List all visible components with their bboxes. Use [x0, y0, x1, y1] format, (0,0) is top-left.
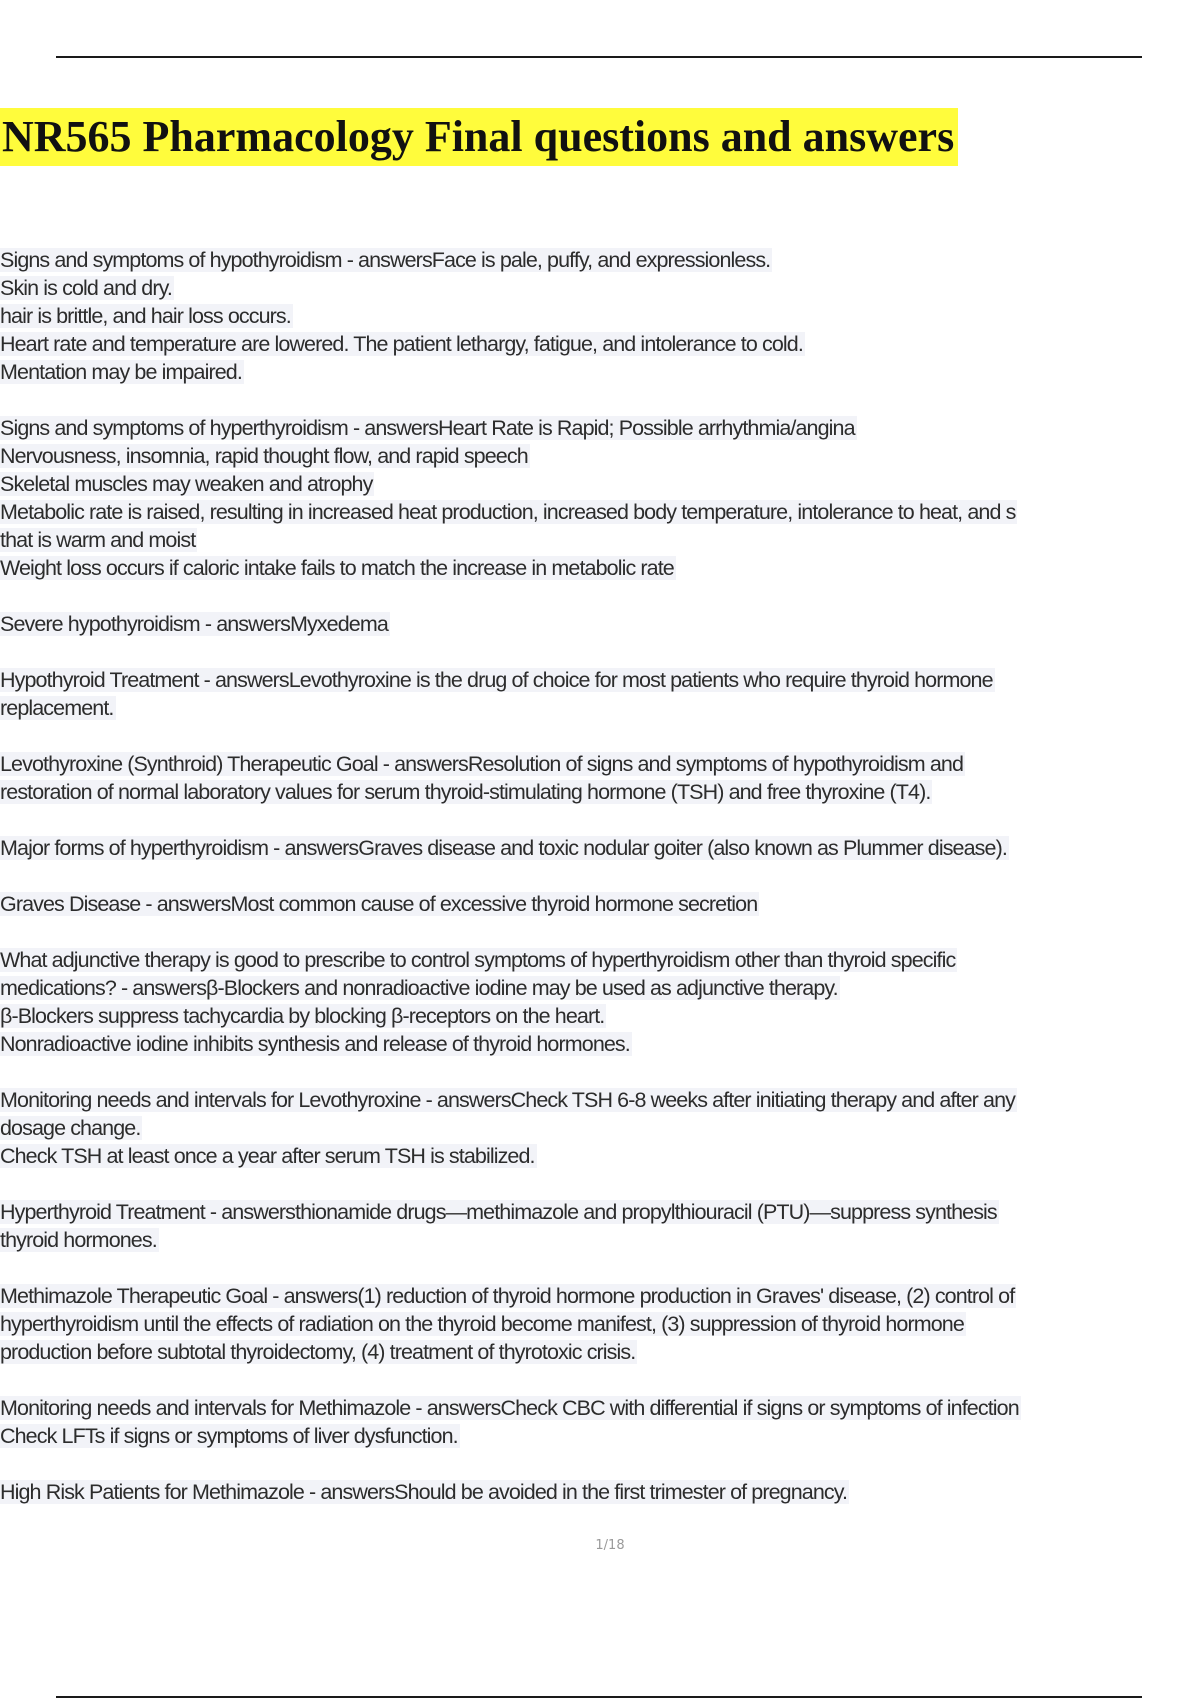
qa-line-text: Nonradioactive iodine inhibits synthesis and release of thyroid hormones. — [0, 1032, 630, 1056]
qa-entry — [0, 946, 1200, 1058]
page-number: 1/18 — [595, 1538, 625, 1553]
qa-line-text: Signs and symptoms of hypothyroidism - answersFace is pale, puffy, and expressionless. — [0, 248, 771, 272]
qa-line — [0, 834, 1200, 862]
qa-line-text: Check LFTs if signs or symptoms of liver dysfunction. — [0, 1424, 458, 1448]
qa-line-text: What adjunctive therapy is good to prescribe to control symptoms of hyperthyroidism other than thyroid specific — [0, 948, 956, 972]
qa-line-text: Metabolic rate is raised, resulting in increased heat production, increased body temperature, intolerance to heat, and s — [0, 500, 1016, 524]
qa-line-text: restoration of normal laboratory values for serum thyroid-stimulating hormone (TSH) and free thyroxine (T4). — [0, 780, 931, 804]
qa-line-text: hyperthyroidism until the effects of radiation on the thyroid become manifest, (3) suppression of thyroid hormone — [0, 1312, 964, 1336]
qa-entry — [0, 666, 1200, 722]
qa-line-text: Nervousness, insomnia, rapid thought flow, and rapid speech — [0, 444, 528, 468]
qa-line — [0, 1394, 1200, 1422]
qa-line-text: Weight loss occurs if caloric intake fails to match the increase in metabolic rate — [0, 556, 674, 580]
qa-line — [0, 498, 1200, 526]
top-rule — [56, 56, 1142, 58]
qa-line-text: Hypothyroid Treatment - answersLevothyroxine is the drug of choice for most patients who require thyroid hormone — [0, 668, 993, 692]
qa-entry — [0, 1478, 1200, 1506]
qa-line-text: Skeletal muscles may weaken and atrophy — [0, 472, 373, 496]
qa-line-text: Mentation may be impaired. — [0, 360, 242, 384]
qa-line-text: β-Blockers suppress tachycardia by blocking β-receptors on the heart. — [0, 1004, 605, 1028]
qa-line — [0, 330, 1200, 358]
qa-line — [0, 1282, 1200, 1310]
qa-line — [0, 1338, 1200, 1366]
qa-line — [0, 442, 1200, 470]
qa-line-text: Check TSH at least once a year after serum TSH is stabilized. — [0, 1144, 535, 1168]
page-title: NR565 Pharmacology Final questions and answers — [0, 108, 958, 166]
qa-line — [0, 1030, 1200, 1058]
qa-line — [0, 610, 1200, 638]
qa-line-text: Severe hypothyroidism - answersMyxedema — [0, 612, 388, 636]
qa-line — [0, 554, 1200, 582]
qa-line — [0, 750, 1200, 778]
qa-line-text: High Risk Patients for Methimazole - answersShould be avoided in the first trimester of pregnancy. — [0, 1480, 848, 1504]
qa-entry — [0, 246, 1200, 386]
qa-line — [0, 470, 1200, 498]
qa-line — [0, 890, 1200, 918]
qa-line — [0, 778, 1200, 806]
qa-line-text: medications? - answersβ-Blockers and nonradioactive iodine may be used as adjunctive therapy. — [0, 976, 838, 1000]
qa-entry — [0, 890, 1200, 918]
qa-line-text: Monitoring needs and intervals for Levothyroxine - answersCheck TSH 6-8 weeks after initiating therapy and after any — [0, 1088, 1015, 1112]
qa-line-text: that is warm and moist — [0, 528, 196, 552]
qa-line — [0, 1002, 1200, 1030]
qa-line-text: Signs and symptoms of hyperthyroidism - answersHeart Rate is Rapid; Possible arrhythmia/angina — [0, 416, 855, 440]
qa-line — [0, 974, 1200, 1002]
qa-line-text: Heart rate and temperature are lowered. The patient lethargy, fatigue, and intolerance to cold. — [0, 332, 803, 356]
qa-line-text: dosage change. — [0, 1116, 141, 1140]
qa-line — [0, 666, 1200, 694]
bottom-rule — [56, 1696, 1142, 1698]
qa-line-text: thyroid hormones. — [0, 1228, 157, 1252]
qa-line-text: production before subtotal thyroidectomy, (4) treatment of thyrotoxic crisis. — [0, 1340, 636, 1364]
qa-line — [0, 1422, 1200, 1450]
qa-line — [0, 1086, 1200, 1114]
qa-line — [0, 274, 1200, 302]
qa-entry — [0, 610, 1200, 638]
qa-line — [0, 1142, 1200, 1170]
qa-line-text: Monitoring needs and intervals for Methimazole - answersCheck CBC with differential if signs or symptoms of infection — [0, 1396, 1019, 1420]
qa-line-text: Methimazole Therapeutic Goal - answers(1) reduction of thyroid hormone production in Graves' disease, (2) control of — [0, 1284, 1015, 1308]
qa-line — [0, 358, 1200, 386]
qa-line — [0, 1226, 1200, 1254]
qa-entry — [0, 414, 1200, 582]
qa-line — [0, 302, 1200, 330]
qa-line — [0, 1114, 1200, 1142]
qa-line-text: Levothyroxine (Synthroid) Therapeutic Goal - answersResolution of signs and symptoms of hypothyroidism and — [0, 752, 964, 776]
qa-line — [0, 694, 1200, 722]
qa-line — [0, 946, 1200, 974]
qa-entry — [0, 834, 1200, 862]
qa-entry — [0, 750, 1200, 806]
qa-entry — [0, 1086, 1200, 1170]
qa-line-text: Hyperthyroid Treatment - answersthionamide drugs—methimazole and propylthiouracil (PTU)—suppress synthesis — [0, 1200, 997, 1224]
qa-line — [0, 414, 1200, 442]
qa-line — [0, 1198, 1200, 1226]
qa-line — [0, 1310, 1200, 1338]
qa-line-text: Graves Disease - answersMost common cause of excessive thyroid hormone secretion — [0, 892, 758, 916]
qa-entry — [0, 1198, 1200, 1254]
qa-line — [0, 526, 1200, 554]
qa-line — [0, 246, 1200, 274]
qa-line-text: Skin is cold and dry. — [0, 276, 172, 300]
title-block — [0, 108, 958, 166]
qa-entry — [0, 1394, 1200, 1450]
qa-entry — [0, 1282, 1200, 1366]
qa-line-text: replacement. — [0, 696, 114, 720]
qa-line — [0, 1478, 1200, 1506]
qa-line-text: Major forms of hyperthyroidism - answersGraves disease and toxic nodular goiter (also known as Plummer disease). — [0, 836, 1007, 860]
qa-content — [0, 246, 1200, 1534]
qa-line-text: hair is brittle, and hair loss occurs. — [0, 304, 291, 328]
